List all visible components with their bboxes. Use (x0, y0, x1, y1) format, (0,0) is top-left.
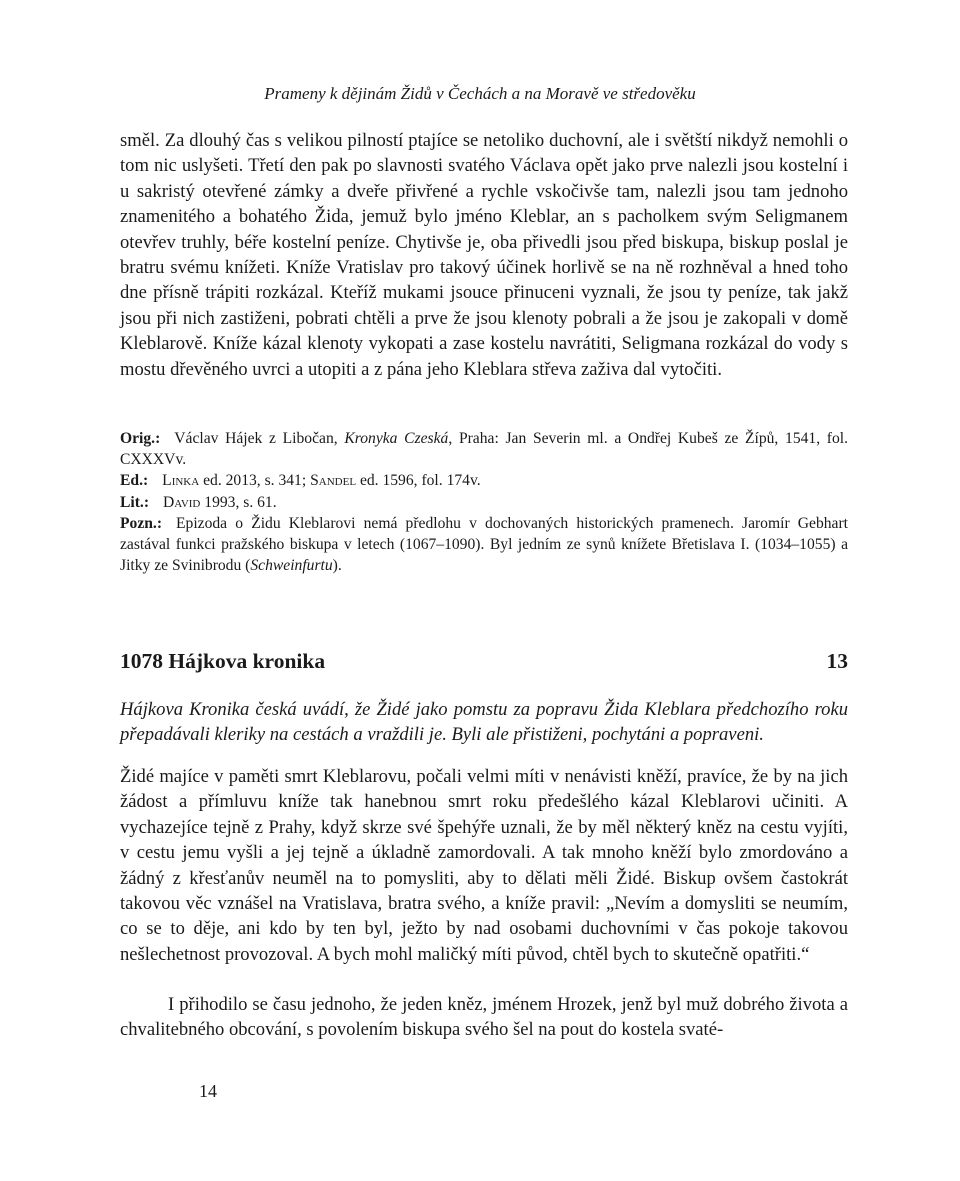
body-paragraph-indented: I přihodilo se času jednoho, že jeden kněz, jménem Hrozek, jenž byl muž dobrého života a chvalitebného obcování, s povolením biskupa svého šel na pout do kostela svaté- (120, 994, 848, 1041)
note-ed (120, 470, 848, 491)
note-label-orig: Orig.: (120, 430, 161, 447)
body-paragraph-continued: směl. Za dlouhý čas s velikou pilností ptajíce se netoliko duchovní, ale i světští nikdyž nemohli o tom nic uslyšeti. Třetí den pak po slavnosti svatého Václava opět jako prve nalezli jsou kostelní i u sakristý otevřené zámky a dveře přivřené a rychle vskočivše tam, nalezli jsou tam jednoho znamenitého a bohatého Žida, jemuž bylo jméno Kleblar, an s pacholkem svým Seligmanem otevřev truhly, béře kostelní peníze. Chytivše je, oba přivedli jsou před biskupa, biskup poslal je bratru svému knížeti. Kníže Vratislav pro takový účinek horlivě se na ně rozhněval a hned toho dne přísně trápiti rozkázal. Kteříž mukami jsouce přinuceni vyznali, že jsou ty peníze, tak jakž jsou při nich zastiženi, pobrati chtěli a prve že jsou klenoty pobrali a že jsou je zakopali v domě Kleblarově. Kníže kázal klenoty vykopati a zase kostelu navrátiti, Seligmana rozkázal do vody s mostu dřevěného uvrci a utopiti a z pána jeho Kleblara střeva zaživa dal vytočiti. (120, 130, 848, 380)
running-head: Prameny k dějinám Židů v Čechách a na Moravě ve středověku (264, 84, 696, 103)
section-abstract: Hájkova Kronika česká uvádí, že Židé jako pomstu za popravu Žida Kleblara předchozího roku přepadávali kleriky na cestách a vraždili je. Byli ale přistiženi, pochytáni a popraveni. (120, 699, 848, 746)
note-label-pozn: Pozn.: (120, 514, 163, 532)
note-lit (120, 492, 848, 513)
ed-name-2: Sandel (310, 472, 357, 490)
section-heading (120, 649, 848, 679)
ed-name-1: Linka (162, 472, 200, 490)
pozn-italic: Schweinfurtu (250, 557, 333, 575)
lit-text: 1993, s. 61. (200, 493, 277, 511)
note-label-ed: Ed.: (120, 472, 149, 490)
ed-text-2: ed. 1596, fol. 174v. (356, 472, 481, 490)
page-number: 14 (199, 1081, 217, 1101)
pozn-end: ). (332, 557, 342, 575)
note-pozn (120, 513, 848, 577)
orig-title: Kronyka Czeská (344, 430, 449, 447)
body-paragraph: Židé majíce v paměti smrt Kleblarovu, počali velmi míti v nenávisti kněží, pravíce, že by na jich žádost a přímluvu kníže tak hanebnou smrt roku předešlého kázal Kleblarovi učiniti. A vychazejíce tejně z Prahy, když skrze své špehýře uznali, že by měl některý kněz na cestu vyjíti, v cestu jemu vyšli a jej tejně a úkladně zamordovali. A tak mnoho kněží bylo zmordováno a žádný z křesťanův neuměl na to pomysliti, aby to dělati měli Židé. Biskup ovšem častokrát takovou věc vznášel na Vratislava, bratra svého, a kníže pravil: „Nevím a domysliti se neumím, co se to děje, ani kdo by ten byl, ježto by nad osobami duchovními v čas pokoje takovou nešlechetnost provozoval. A bych mohl maličký míti původ, chtěl bych to skutečně opatřiti.“ (120, 766, 848, 965)
section-title: 1078 Hájkova kronika (120, 649, 326, 673)
apparatus-notes (120, 428, 848, 576)
lit-name: David (163, 493, 201, 511)
orig-author: Václav Hájek z Libočan, (174, 430, 338, 447)
section-number: 13 (826, 649, 848, 673)
ed-text-1: ed. 2013, s. 341; (199, 472, 311, 490)
pozn-text: Epizoda o Židu Kleblarovi nemá předlohu v dochovaných historických pramenech. Jaromír Gebhart zastával funkci pražského biskupa v letech (1067–1090). Byl jedním ze synů knížete Břetislava I. (1034–1055) a Jitky ze Svinibrodu ( (120, 514, 848, 575)
note-label-lit: Lit.: (120, 493, 150, 511)
note-orig (120, 428, 848, 470)
orig-rest: , Praha: Jan Severin ml. a Ondřej Kubeš ze Žípů, 1541, fol. CXXXVv. (120, 430, 849, 469)
